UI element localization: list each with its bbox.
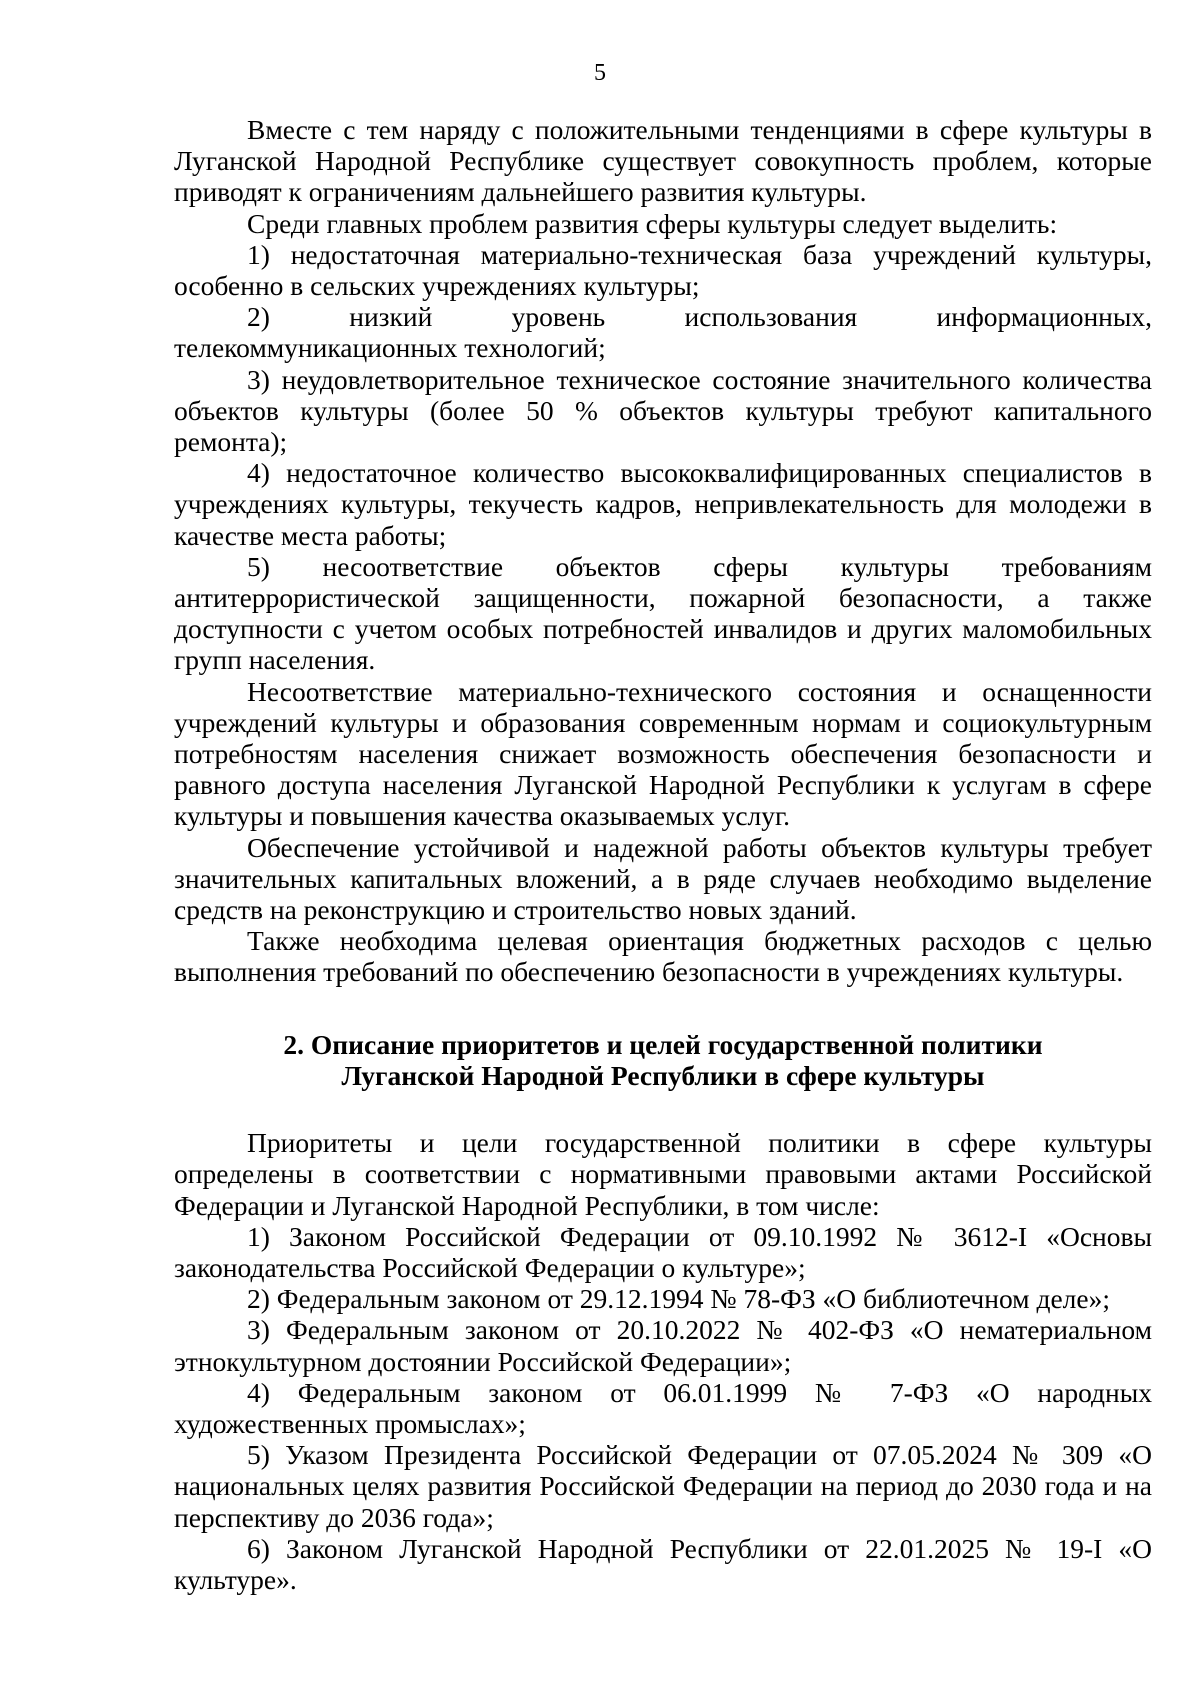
- section-heading-line-1: 2. Описание приоритетов и целей государственной политики: [283, 1028, 1043, 1060]
- list-item-problem-5: 5) несоответствие объектов сферы культуры требованиям антитеррористической защищенности, пожарной безопасности, а также доступности с учетом особых потребностей инвалидов и других маломобильных групп населения.: [174, 550, 1152, 676]
- paragraph-problems-intro: Вместе с тем наряду с положительными тенденциями в сфере культуры в Луганской Народной Республике существует совокупность проблем, которые приводят к ограничениям дальнейшего развития культуры.: [174, 114, 1152, 208]
- list-item-problem-2: 2) низкий уровень использования информационных, телекоммуникационных технологий;: [174, 301, 1152, 364]
- paragraph-mismatch: Несоответствие материально-технического состояния и оснащенности учреждений культуры и образования современным нормам и социокультурным потребностям населения снижает возможность обеспечения безопасности и равного доступа населения Луганской Народной Республики к услугам в сфере культуры и повышения качества оказываемых услуг.: [174, 675, 1152, 832]
- list-item-law-2: 2) Федеральным законом от 29.12.1994 № 78-ФЗ «О библиотечном деле»;: [247, 1283, 1110, 1315]
- document-body: [174, 114, 1152, 1595]
- list-item-problem-3: 3) неудовлетворительное техническое состояние значительного количества объектов культуры (более 50 % объектов культуры требуют капитального ремонта);: [174, 363, 1152, 458]
- list-item-law-4: 4) Федеральным законом от 06.01.1999 № 7-ФЗ «О народных художественных промыслах»;: [174, 1376, 1152, 1439]
- section-heading: [174, 1029, 1152, 1091]
- paragraph-priorities: Приоритеты и цели государственной политики в сфере культуры определены в соответствии с нормативными правовыми актами Российской Федерации и Луганской Народной Республики, в том числе:: [174, 1127, 1152, 1221]
- section-heading-line-2: Луганской Народной Республики в сфере культуры: [341, 1059, 985, 1091]
- list-item-law-5: 5) Указом Президента Российской Федерации от 07.05.2024 № 309 «О национальных целях развития Российской Федерации на период до 2030 года и на перспективу до 2036 года»;: [174, 1439, 1152, 1533]
- list-item-law-3: 3) Федеральным законом от 20.10.2022 № 402-ФЗ «О нематериальном этнокультурном достоянии Российской Федерации»;: [174, 1314, 1152, 1377]
- list-item-law-1: 1) Законом Российской Федерации от 09.10.1992 № 3612-I «Основы законодательства Российской Федерации о культуре»;: [174, 1220, 1152, 1283]
- list-item-problem-1: 1) недостаточная материально-техническая база учреждений культуры, особенно в сельских учреждениях культуры;: [174, 238, 1152, 302]
- list-item-law-6: 6) Законом Луганской Народной Республики от 22.01.2025 № 19-I «О культуре».: [174, 1532, 1152, 1595]
- list-item-problem-4: 4) недостаточное количество высококвалифицированных специалистов в учреждениях культуры, текучесть кадров, непривлекательность для молодежи в качестве места работы;: [174, 457, 1152, 551]
- page-number: 5: [594, 60, 606, 86]
- paragraph-budget: Также необходима целевая ориентация бюджетных расходов с целью выполнения требований по обеспечению безопасности в учреждениях культуры.: [174, 925, 1152, 988]
- paragraph-investment: Обеспечение устойчивой и надежной работы объектов культуры требует значительных капитальных вложений, а в ряде случаев необходимо выделение средств на реконструкцию и строительство новых зданий.: [174, 831, 1152, 926]
- paragraph-main-problems: Среди главных проблем развития сферы культуры следует выделить:: [247, 207, 1058, 239]
